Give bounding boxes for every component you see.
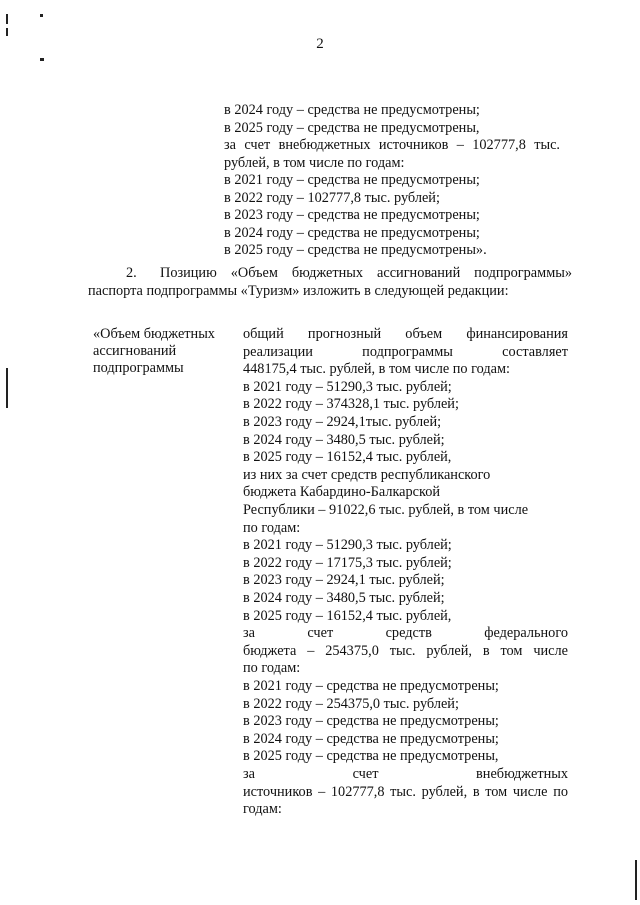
table-right-line: в 2024 году – 3480,5 тыс. рублей; [243, 590, 445, 606]
table-right-line: в 2025 году – средства не предусмотрены, [243, 748, 499, 765]
table-right-line: общий прогнозный объем финансирования [243, 326, 568, 342]
table-right-line: в 2023 году – средства не предусмотрены; [243, 713, 499, 730]
scan-mark [6, 14, 8, 24]
table-right-line: годам: [243, 801, 282, 818]
top-text-line: в 2022 году – 102777,8 тыс. рублей; [224, 189, 440, 206]
top-text-line: в 2024 году – средства не предусмотрены; [224, 102, 480, 118]
table-right-line: в 2022 году – 374328,1 тыс. рублей; [243, 396, 459, 413]
table-right-line: за счет внебюджетных [243, 766, 568, 782]
table-right-line: Республики – 91022,6 тыс. рублей, в том числе [243, 502, 529, 518]
page-number: 2 [316, 36, 324, 52]
table-right-line: в 2025 году – 16152,4 тыс. рублей, [243, 449, 452, 466]
scan-mark [635, 860, 637, 900]
table-right-line: за счет средств федерального [243, 625, 568, 642]
table-right-line: в 2021 году – 51290,3 тыс. рублей; [243, 537, 452, 554]
table-right-line: в 2021 году – 51290,3 тыс. рублей; [243, 378, 452, 395]
table-right-line: по годам: [243, 519, 301, 536]
scan-mark [40, 14, 43, 17]
top-text-line: в 2024 году – средства не предусмотрены; [224, 224, 480, 241]
top-text-line: за счет внебюджетных источников – 102777,8 тыс. [224, 137, 560, 153]
table-right-line: в 2021 году – средства не предусмотрены; [243, 678, 499, 694]
table-left-line: ассигнований [93, 343, 177, 360]
table-right-line: из них за счет средств республиканского [243, 466, 491, 483]
scan-mark [6, 368, 8, 408]
top-text-line: в 2021 году – средства не предусмотрены; [224, 172, 480, 188]
table-left-line: подпрограммы [93, 360, 184, 377]
table-right-line: в 2023 году – 2924,1 тыс. рублей; [243, 572, 445, 589]
table-right-line: бюджета Кабардино-Балкарской [243, 484, 441, 501]
scan-mark [40, 58, 44, 61]
table-right-line: по годам: [243, 660, 301, 677]
top-text-line: в 2023 году – средства не предусмотрены; [224, 207, 480, 223]
top-text-line: рублей, в том числе по годам: [224, 154, 405, 171]
scan-mark [6, 28, 8, 36]
item-text-line-1: Позицию «Объем бюджетных ассигнований подпрограммы» [160, 265, 572, 281]
table-right-line: в 2023 году – 2924,1тыс. рублей; [243, 414, 442, 430]
top-text-line: в 2025 году – средства не предусмотрены, [224, 119, 480, 136]
top-text-line: в 2025 году – средства не предусмотрены». [224, 242, 487, 258]
item-number: 2. [126, 265, 137, 281]
table-right-line: 448175,4 тыс. рублей, в том числе по годам: [243, 361, 511, 378]
table-right-line: в 2025 году – 16152,4 тыс. рублей, [243, 607, 452, 624]
table-right-line: источников – 102777,8 тыс. рублей, в том числе по [243, 783, 568, 800]
table-left-line: «Объем бюджетных [93, 326, 215, 342]
item-text-line-2: паспорта подпрограммы «Туризм» изложить в следующей редакции: [88, 283, 509, 299]
table-right-line: бюджета – 254375,0 тыс. рублей, в том числе [243, 642, 568, 659]
table-right-line: в 2024 году – 3480,5 тыс. рублей; [243, 431, 445, 448]
table-right-line: в 2022 году – 17175,3 тыс. рублей; [243, 554, 452, 571]
table-right-line: в 2024 году – средства не предусмотрены; [243, 730, 499, 747]
table-right-line: реализации подпрограммы составляет [243, 343, 568, 360]
table-right-line: в 2022 году – 254375,0 тыс. рублей; [243, 695, 459, 712]
